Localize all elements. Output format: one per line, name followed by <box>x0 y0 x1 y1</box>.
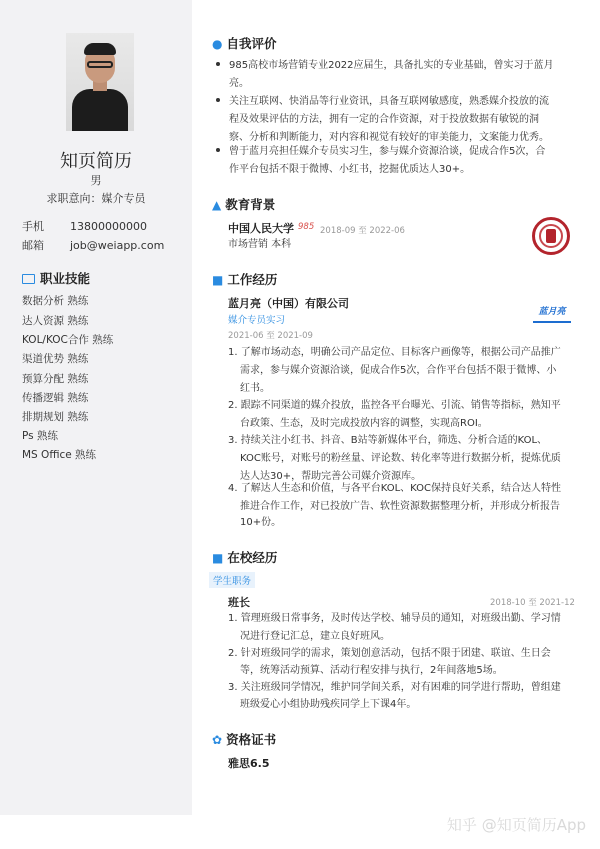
company-logo: 蓝月亮 <box>533 301 571 323</box>
person-icon: ● <box>212 37 223 51</box>
contact-label: 手机 <box>22 220 44 233</box>
campus-role: 班长 <box>228 596 250 609</box>
work-line: 推进合作工作，对已投放广告、软性资源数据整理分析，并形成分析报告 <box>240 501 560 512</box>
work-line: 达人达30+，帮助完善公司媒介资源库。 <box>240 471 422 482</box>
self-eval-item: 曾于蓝月亮担任媒介专员实习生，参与媒介资源洽谈，促成合作5次，合 作平台包括不限于微博、小红书，挖掘优质达人30+。 <box>216 143 545 179</box>
profile-photo <box>66 33 134 131</box>
campus-line: 1. 管理班级日常事务，及时传达学校、辅导员的通知，对班级出勤、学习情 <box>228 613 561 624</box>
briefcase-icon: ■ <box>212 273 224 287</box>
campus-line: 况进行登记汇总，建立良好班风。 <box>240 631 390 642</box>
contact-value: 13800000000 <box>70 220 147 233</box>
campus-line: 3. 关注班级同学情况，维护同学间关系，对有困难的同学进行帮助，曾组建 <box>228 682 561 693</box>
monitor-icon <box>22 274 35 284</box>
work-dates: 2021-06 至 2021-09 <box>228 331 313 341</box>
work-heading-text: 工作经历 <box>227 272 278 287</box>
certs-heading-text: 资格证书 <box>226 732 277 747</box>
contact-email <box>22 237 164 253</box>
work-role: 媒介专员实习 <box>228 315 286 326</box>
campus-dates: 2018-10 至 2021-12 <box>490 598 575 608</box>
contact-value: job@weiapp.com <box>70 239 165 252</box>
skills-heading <box>22 269 90 287</box>
skill-item: 渠道优势 熟练 <box>22 353 89 365</box>
work-line: 需求，参与媒介资源洽谈，促成合作5次，合作平台包括不限于微博、小 <box>240 365 557 376</box>
contact-label: 邮箱 <box>22 239 44 252</box>
work-line: 2. 跟踪不同渠道的媒介投放，监控各平台曝光、引流、销售等指标，熟知平 <box>228 400 561 411</box>
medal-icon: ✿ <box>212 733 223 747</box>
education-major: 市场营销 本科 <box>228 239 292 250</box>
skill-item: 传播逻辑 熟练 <box>22 392 89 404</box>
building-icon: ■ <box>212 551 224 565</box>
work-heading <box>212 270 277 288</box>
skill-item: 数据分析 熟练 <box>22 295 89 307</box>
campus-line: 2. 针对班级同学的需求，策划创意活动，包括不限于团建、联谊、生日会 <box>228 648 551 659</box>
skill-item: MS Office 熟练 <box>22 449 97 461</box>
contact-phone <box>22 218 147 234</box>
self-eval-item: 关注互联网、快消品等行业资讯，具备互联网敏感度，熟悉媒介投放的流 程及效果评估的方法，拥有一定的合作资源，对于投放数据有敏锐的洞 察、分析和判断能力，对内容和视觉有较好的审美能力，文案能力优秀。 <box>216 93 549 147</box>
self-eval-item: 985高校市场营销专业2022应届生，具备扎实的专业基础，曾实习于蓝月 亮。 <box>216 57 554 93</box>
school-logo <box>532 217 570 255</box>
skill-item: 排期规划 熟练 <box>22 411 89 423</box>
campus-line: 班级爱心小组协助残疾同学上下课4年。 <box>240 699 417 710</box>
work-line: 3. 持续关注小红书、抖音、B站等新媒体平台，筛选、分析合适的KOL、 <box>228 435 548 446</box>
work-line: 台政策、生态，及时完成投放内容的调整，实现高ROI。 <box>240 418 488 429</box>
certs-heading <box>212 730 276 748</box>
education-heading-text: 教育背景 <box>225 197 276 212</box>
gender: 男 <box>90 174 102 187</box>
skill-item: KOL/KOC合作 熟练 <box>22 334 114 346</box>
campus-tag: 学生职务 <box>209 572 255 588</box>
work-line: 10+份。 <box>240 517 282 528</box>
campus-heading-text: 在校经历 <box>227 550 278 565</box>
skill-item: Ps 熟练 <box>22 430 58 442</box>
campus-line: 等，统筹活动预算、活动行程安排与执行，2年间落地5场。 <box>240 665 503 676</box>
job-intent: 求职意向：媒介专员 <box>46 192 146 205</box>
work-line: 红书。 <box>240 383 270 394</box>
skills-heading-text: 职业技能 <box>40 271 91 286</box>
campus-heading <box>212 548 277 566</box>
skill-item: 预算分配 熟练 <box>22 373 89 385</box>
education-dates: 2018-09 至 2022-06 <box>320 226 405 236</box>
school-badge: 985 <box>298 222 315 232</box>
graduation-cap-icon: ▲ <box>212 198 222 212</box>
self-eval-heading-text: 自我评价 <box>226 36 277 51</box>
education-heading <box>212 195 275 213</box>
school-name: 中国人民大学 <box>228 222 294 235</box>
watermark: 知乎 @知页简历App <box>446 816 586 834</box>
company-name: 蓝月亮（中国）有限公司 <box>228 297 349 310</box>
self-eval-heading <box>212 34 277 52</box>
candidate-name: 知页简历 <box>60 151 132 172</box>
work-line: 1. 了解市场动态，明确公司产品定位、目标客户画像等，根据公司产品推广 <box>228 347 561 358</box>
skill-item: 达人资源 熟练 <box>22 315 89 327</box>
work-line: KOC账号，对账号的粉丝量、评论数、转化率等进行数据分析，提炼优质 <box>240 453 561 464</box>
work-line: 4. 了解达人生态和价值，与各平台KOL、KOC保持良好关系，结合达人特性 <box>228 483 562 494</box>
cert-item: 雅思6.5 <box>228 757 270 770</box>
